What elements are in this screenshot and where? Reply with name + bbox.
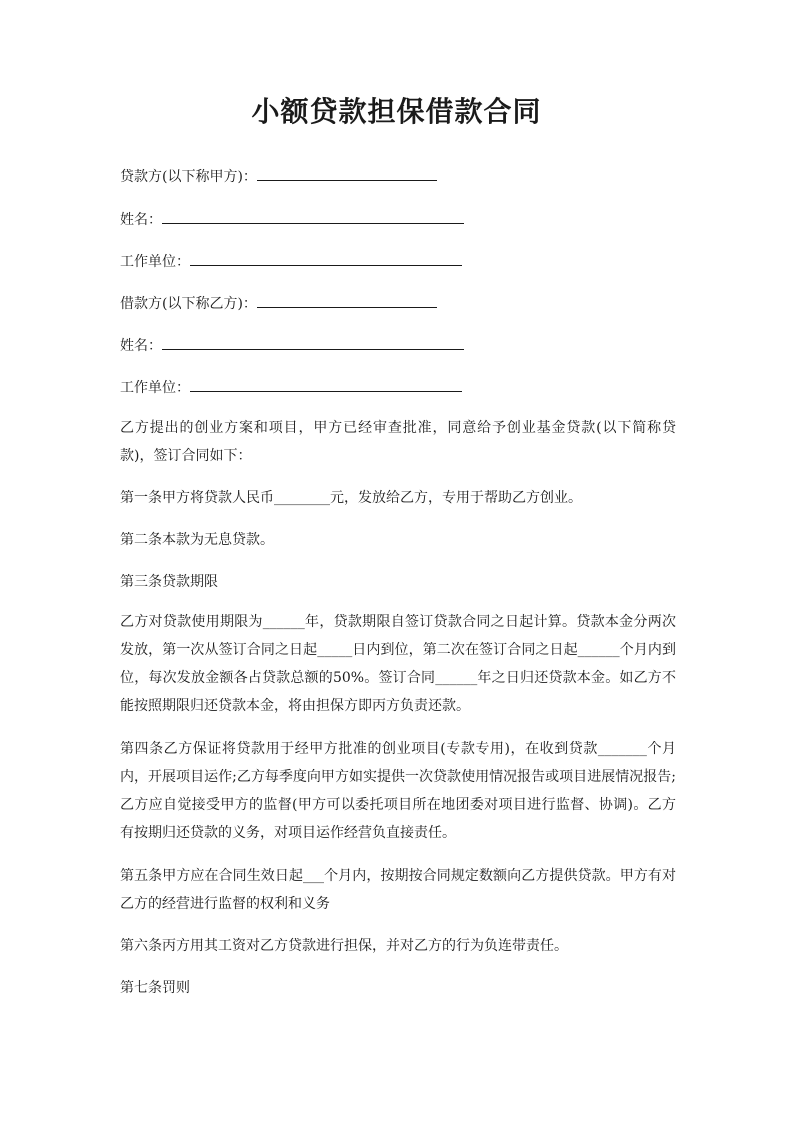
borrower-line	[120, 293, 680, 314]
article-7-heading-text: 第七条罚则	[120, 980, 190, 996]
lender-label: 贷款方(以下称甲方)：	[120, 169, 257, 185]
article-3-body-text: 乙方对贷款使用期限为______年，贷款期限自签订贷款合同之日起计算。贷款本金分两次发放，第一次从签订合同之日起_____日内到位，第二次在签订合同之日起______个月内到位，每次发放金额各占贷款总额的50%。签订合同______年之日归还贷款本金。如乙方不能按照期限归还贷款本金，将由担保方即丙方负责还款。	[120, 614, 676, 714]
borrower-work-blank[interactable]	[190, 377, 462, 392]
article-1	[120, 484, 676, 512]
article-3-body	[120, 608, 676, 720]
lender-name-label: 姓名：	[120, 212, 162, 228]
article-6-text: 第六条丙方用其工资对乙方贷款进行担保，并对乙方的行为负连带责任。	[120, 938, 568, 954]
article-7-heading	[120, 974, 676, 1002]
article-6	[120, 932, 676, 960]
borrower-work-label: 工作单位：	[120, 380, 190, 396]
article-3-heading-text: 第三条贷款期限	[120, 574, 218, 590]
article-3-heading	[120, 568, 676, 596]
lender-work-blank[interactable]	[190, 251, 462, 266]
borrower-name-line	[120, 335, 680, 356]
article-4	[120, 735, 676, 847]
borrower-work-line	[120, 377, 680, 398]
lender-line	[120, 166, 680, 187]
borrower-blank[interactable]	[257, 293, 437, 308]
intro-paragraph	[120, 414, 676, 470]
article-5-text: 第五条甲方应在合同生效日起___个月内，按期按合同规定数额向乙方提供贷款。甲方有对乙方的经营进行监督的权利和义务	[120, 868, 676, 912]
lender-blank[interactable]	[257, 166, 437, 181]
borrower-name-label: 姓名：	[120, 338, 162, 354]
borrower-name-blank[interactable]	[162, 335, 464, 350]
borrower-label: 借款方(以下称乙方)：	[120, 296, 257, 312]
article-2	[120, 526, 676, 554]
lender-work-line	[120, 251, 680, 272]
article-5	[120, 862, 676, 918]
article-4-text: 第四条乙方保证将贷款用于经甲方批准的创业项目(专款专用)，在收到贷款_______个月内，开展项目运作;乙方每季度向甲方如实提供一次贷款使用情况报告或项目进展情况报告;乙方应自觉接受甲方的监督(甲方可以委托项目所在地团委对项目进行监督、协调)。乙方有按期归还贷款的义务，对项目运作经营负直接责任。	[120, 741, 676, 841]
article-2-text: 第二条本款为无息贷款。	[120, 532, 274, 548]
lender-name-blank[interactable]	[162, 209, 464, 224]
intro-text: 乙方提出的创业方案和项目，甲方已经审查批准，同意给予创业基金贷款(以下简称贷款)，签订合同如下：	[120, 420, 676, 464]
lender-name-line	[120, 209, 680, 230]
article-1-text: 第一条甲方将贷款人民币________元，发放给乙方，专用于帮助乙方创业。	[120, 490, 582, 506]
lender-work-label: 工作单位：	[120, 254, 190, 270]
document-title: 小额贷款担保借款合同	[251, 95, 542, 128]
